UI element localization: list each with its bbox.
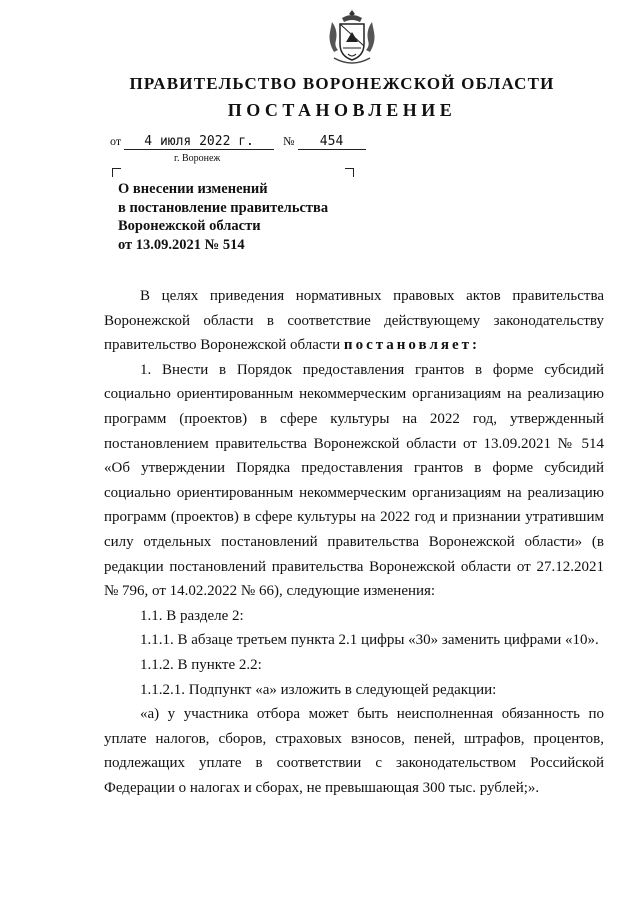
subject-line: в постановление правительства [118,199,329,216]
body-paragraph: 1.1.2. В пункте 2.2: [140,656,262,673]
body-paragraph: 1.1.2.1. Подпункт «а» изложить в следующей редакции: [140,681,497,698]
subject-line: О внесении изменений [118,181,268,197]
authority-title: ПРАВИТЕЛЬСТВО ВОРОНЕЖСКОЙ ОБЛАСТИ [129,74,555,93]
subject-line: Воронежской области [118,218,261,234]
document-date: 4 июля 2022 г. [124,135,274,150]
body-paragraph: 1.1.1. В абзаце третьем пункта 2.1 цифры «30» заменить цифрами «10». [140,632,599,649]
date-number-line [110,134,366,150]
city-label: г. Воронеж [174,153,221,164]
body-paragraph: 1. Внести в Порядок предоставления грантов в форме субсидий социально ориентированным некоммерческим организациям на реализацию программ (проектов) в сфере культуры на 2022 год, утвержденный постановлением правительства Воронежской области от 13.09.2021 № 514 «Об утверждении Порядка предоставления грантов в форме субсидий социально ориентированным некоммерческим организациям на реализацию программ (проектов) в сфере культуры на 2022 год и признании утратившим силу отдельных постановлений правительства Воронежской области» (в редакции постановлений правительства Воронежской области от 27.12.2021 № 796, от 14.02.2022 № 66), следующие изменения: [104,361,604,600]
body-paragraph: 1.1. В разделе 2: [140,607,244,624]
number-prefix: № [283,134,295,148]
subject-corner-left [112,168,121,177]
body-paragraph: «а) у участника отбора может быть неисполненная обязанность по уплате налогов, сборов, страховых взносов, пеней, штрафов, процентов, подлежащих уплате в соответствии с законодательством Российской Федерации о налогах и сборах, не превышающая 300 тыс. рублей;». [104,706,604,796]
subject-corner-right [345,168,354,177]
coat-of-arms-icon [328,8,376,66]
document-type: ПОСТАНОВЛЕНИЕ [227,100,457,120]
preamble-paragraph [104,284,604,358]
document-number: 454 [298,135,366,150]
document-subject [118,180,328,254]
date-prefix: от [110,134,122,148]
decree-word: постановляет: [343,337,480,354]
preamble-text: В целях приведения нормативных правовых актов правительства Воронежской области в соответствие действующему законодательству правительство Воронежской области [104,288,604,354]
document-body [104,284,604,800]
subject-line: от 13.09.2021 № 514 [118,236,245,253]
